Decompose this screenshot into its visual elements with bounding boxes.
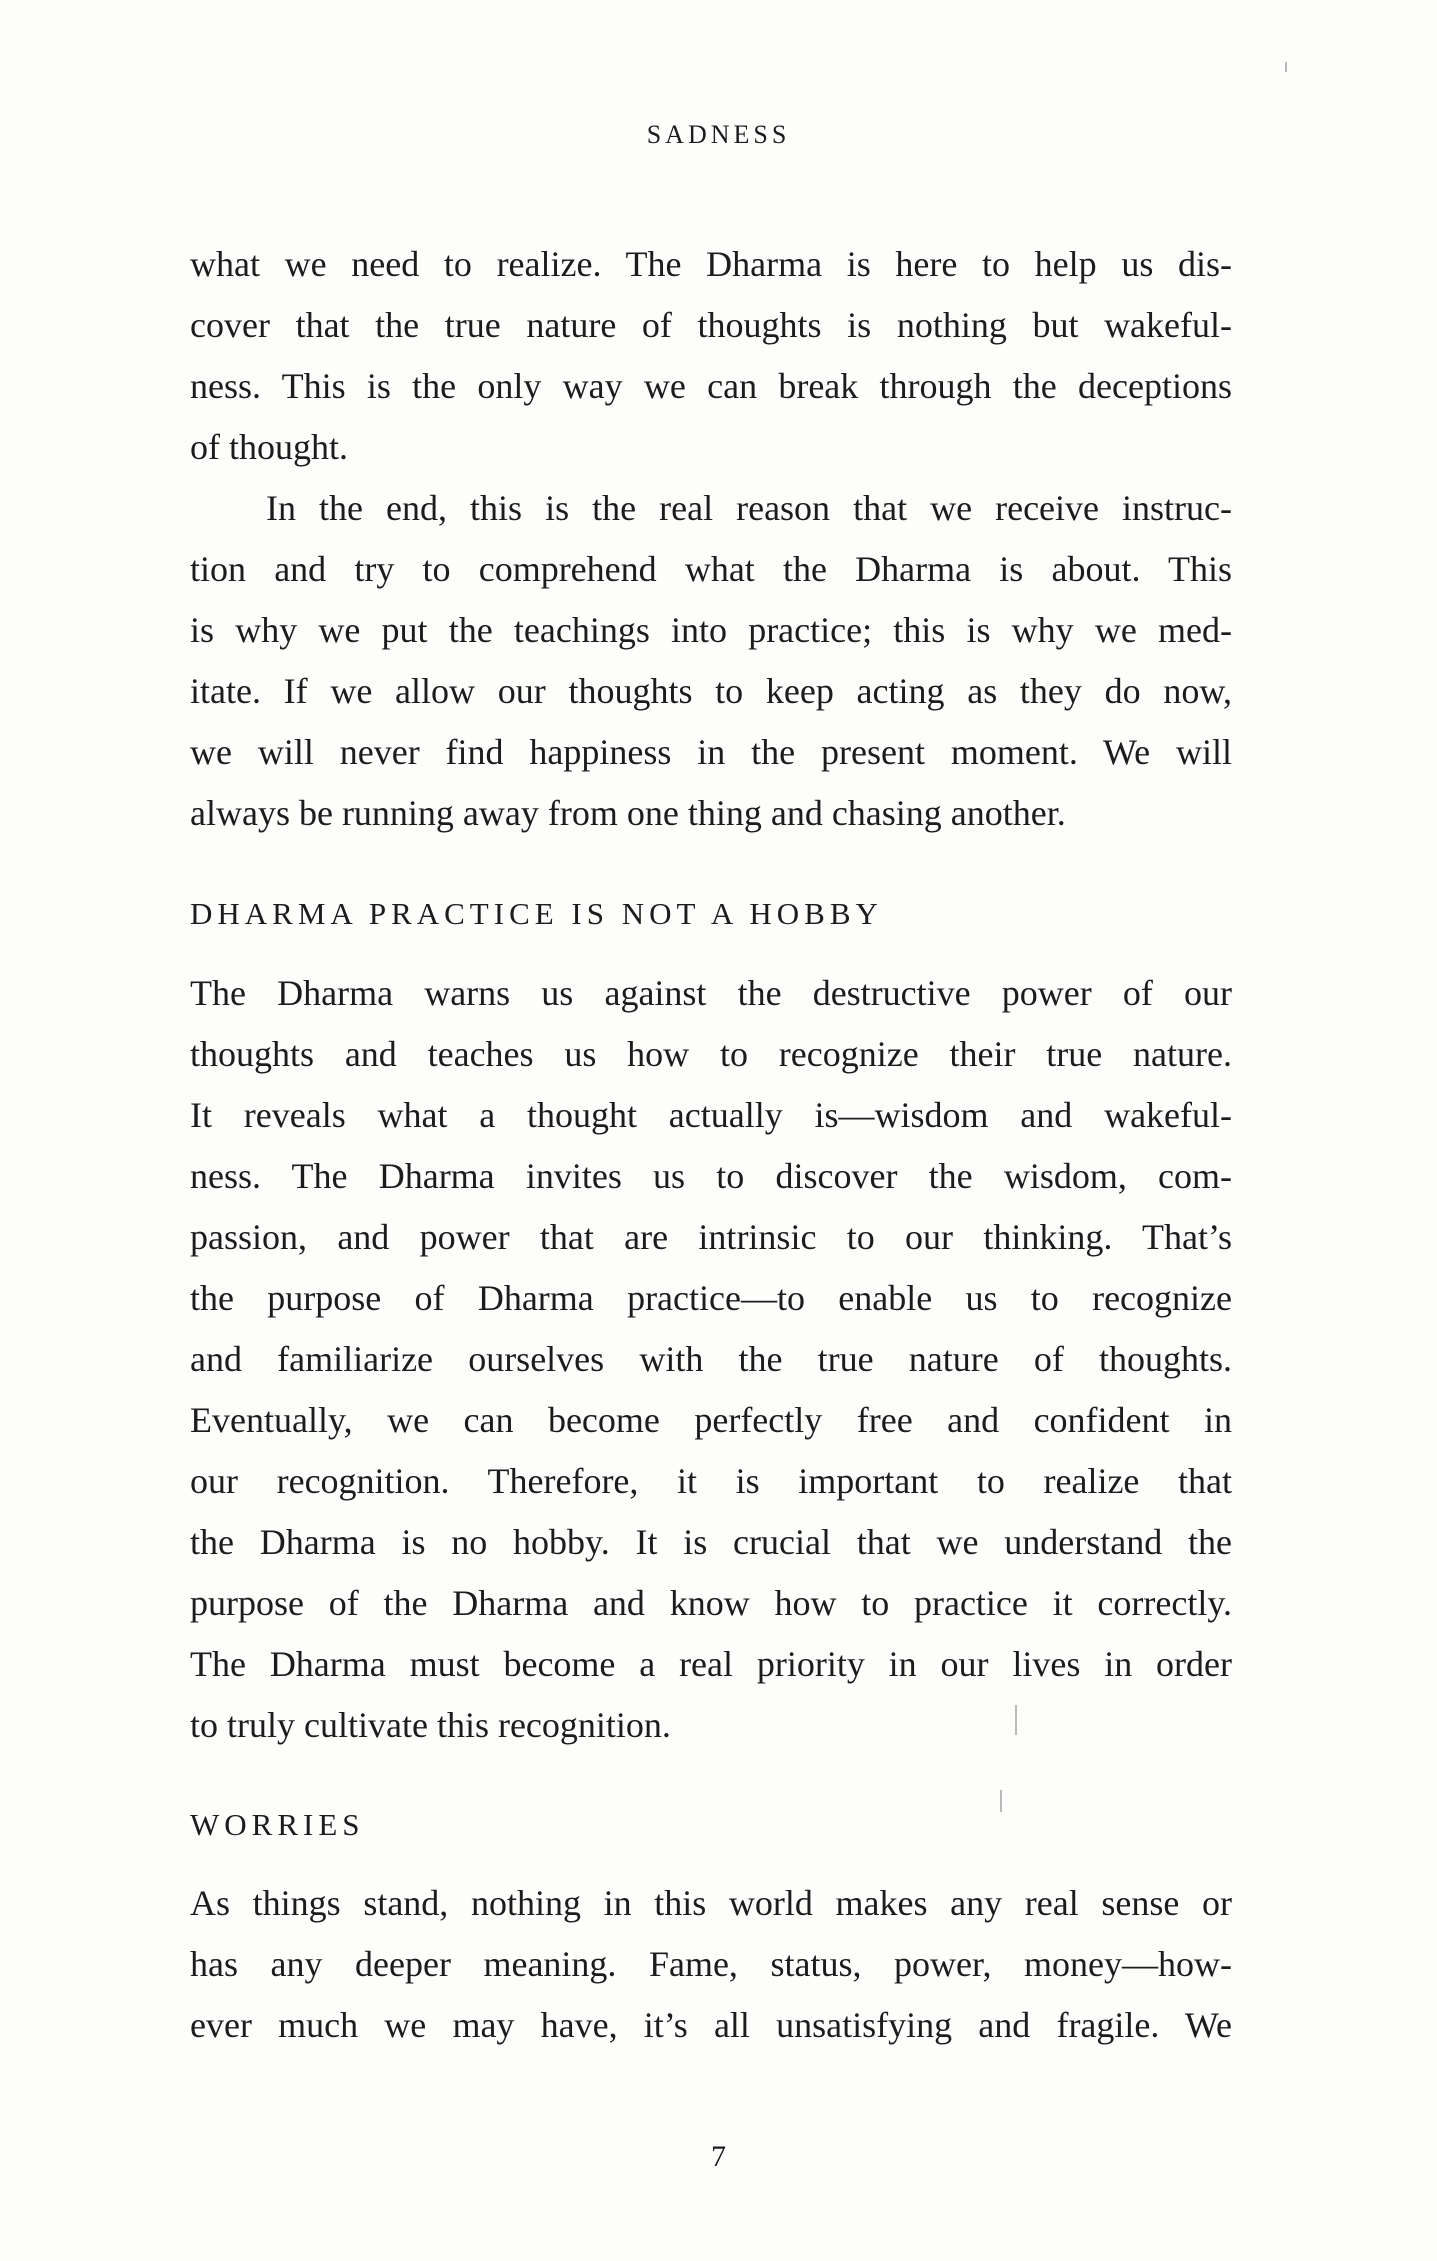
text-line: the purpose of Dharma practice—to enable us to recognize: [190, 1278, 1232, 1318]
text-line: to truly cultivate this recognition.: [190, 1705, 671, 1745]
text-line: tion and try to comprehend what the Dharma is about. This: [190, 549, 1232, 589]
text-line: passion, and power that are intrinsic to our thinking. That’s: [190, 1217, 1232, 1257]
paragraph-continued: [190, 234, 1232, 478]
paragraph-as-things-stand: [190, 1873, 1232, 2056]
text-line: we will never find happiness in the present moment. We will: [190, 732, 1232, 772]
text-line: Eventually, we can become perfectly free and confident in: [190, 1400, 1232, 1440]
text-line: itate. If we allow our thoughts to keep acting as they do now,: [190, 671, 1232, 711]
text-line: As things stand, nothing in this world makes any real sense or: [190, 1883, 1232, 1923]
text-line: of thought.: [190, 427, 348, 467]
text-line: has any deeper meaning. Fame, status, power, money—how-: [190, 1944, 1232, 1984]
text-line: the Dharma is no hobby. It is crucial that we understand the: [190, 1522, 1232, 1562]
paragraph-in-the-end: [190, 478, 1232, 844]
text-line: The Dharma warns us against the destructive power of our: [190, 973, 1232, 1013]
text-line: ness. This is the only way we can break through the deceptions: [190, 366, 1232, 406]
text-line: always be running away from one thing and chasing another.: [190, 793, 1066, 833]
text-line: ness. The Dharma invites us to discover the wisdom, com-: [190, 1156, 1232, 1196]
text-line: and familiarize ourselves with the true nature of thoughts.: [190, 1339, 1232, 1379]
text-line: It reveals what a thought actually is—wisdom and wakeful-: [190, 1095, 1232, 1135]
text-line: The Dharma must become a real priority in our lives in order: [190, 1644, 1232, 1684]
text-line: In the end, this is the real reason that we receive instruc-: [266, 488, 1232, 528]
text-line: cover that the true nature of thoughts is nothing but wakeful-: [190, 305, 1232, 345]
paragraph-dharma-warns: [190, 963, 1232, 1756]
text-line: purpose of the Dharma and know how to practice it correctly.: [190, 1583, 1232, 1623]
scan-mark: [1000, 1790, 1002, 1812]
scan-mark: [1015, 1705, 1017, 1735]
page-number: 7: [711, 2140, 726, 2173]
text-line: what we need to realize. The Dharma is here to help us dis-: [190, 244, 1232, 284]
section-heading-dharma-practice: DHARMA PRACTICE IS NOT A HOBBY: [190, 896, 883, 931]
section-heading-worries: WORRIES: [190, 1807, 365, 1842]
running-head: SADNESS: [646, 120, 791, 149]
text-line: is why we put the teachings into practice; this is why we med-: [190, 610, 1232, 650]
text-line: ever much we may have, it’s all unsatisfying and fragile. We: [190, 2005, 1232, 2045]
scan-mark: [1285, 62, 1287, 72]
text-line: thoughts and teaches us how to recognize their true nature.: [190, 1034, 1232, 1074]
text-line: our recognition. Therefore, it is important to realize that: [190, 1461, 1232, 1501]
